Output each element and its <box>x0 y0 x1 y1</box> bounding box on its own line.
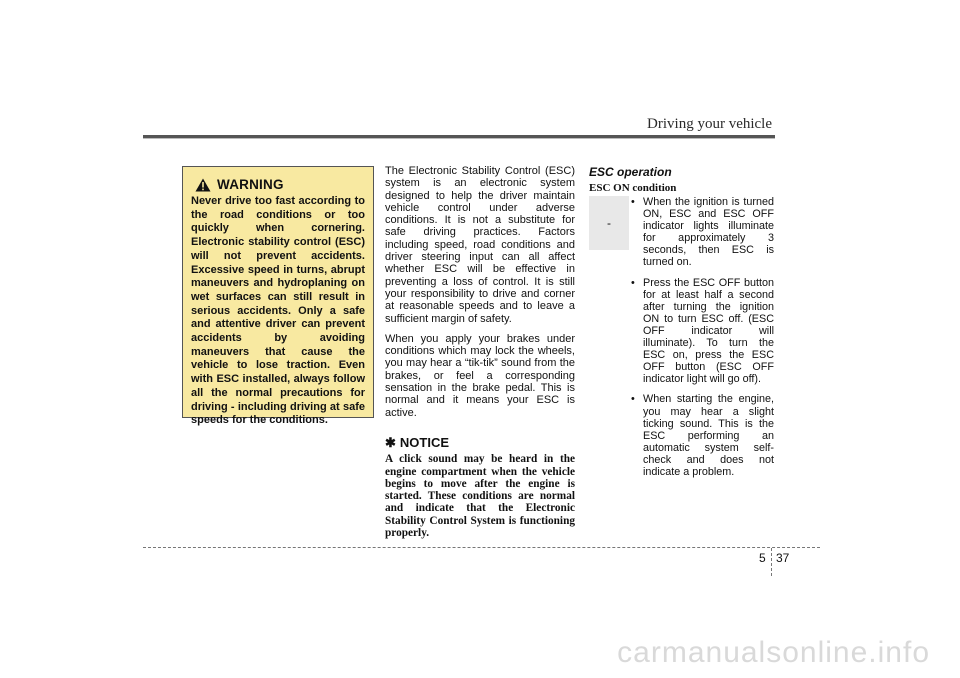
watermark: carmanualsonline.info <box>617 636 930 669</box>
subsection-title: ESC ON condition <box>589 182 677 194</box>
notice-heading <box>385 434 575 450</box>
header-title: Driving your vehicle <box>647 116 772 132</box>
bullet-icon: • <box>631 393 635 406</box>
notice-text: A click sound may be heard in the engine compartment when the vehicle begins to move after the engine is started. These conditions are normal and indicate that the Electronic Stability Control System is functioning properly. <box>385 453 575 540</box>
esc-on-bullet-list <box>631 196 774 486</box>
chapter-number: 5 <box>759 551 766 565</box>
bullet-text: When the ignition is turned ON, ESC and ESC OFF indicator lights illuminate for approximately 3 seconds, then ESC is turned on. <box>643 196 774 269</box>
bullet-text: When starting the engine, you may hear a slight ticking sound. This is the ESC performing an automatic system self-check and does not indicate a problem. <box>643 393 774 478</box>
page-separator <box>771 548 773 576</box>
warning-text: Never drive too fast according to the road conditions or too quickly when cornering. Electronic stability control (ESC) will not prevent accidents. Excessive speed in turns, abrupt maneuvers and hydroplaning on wet surfaces can still result in serious accidents. Only a safe and attentive driver can prevent accidents by avoiding maneuvers that cause the vehicle to lose traction. Even with ESC installed, always follow all the normal precautions for driving - including driving at safe speeds for the conditions. <box>191 195 365 427</box>
header-rule-light <box>143 138 775 139</box>
list-item <box>631 196 774 269</box>
list-item <box>631 277 774 386</box>
esc-description: The Electronic Stability Control (ESC) system is an electronic system designed to help the driver maintain vehicle control under adverse conditions. It is not a substitute for safe driving practices. Factors including speed, road conditions and driver steering input can all affect whether ESC will be effective in preventing a loss of control. It is still your responsibility to drive and corner at reasonable speeds and to leave a sufficient margin of safety. <box>385 165 575 325</box>
bullet-icon: • <box>631 196 635 208</box>
bullet-text: Press the ESC OFF button for at least half a second after turning the ignition ON to turn ESC off. (ESC OFF indicator will illuminate). To turn the ESC on, press the ESC OFF button (ESC OFF indicator light will go off). <box>643 276 774 386</box>
esc-brake-note: When you apply your brakes under conditions which may lock the wheels, you may hear a “tik-tik” sound from the brakes, or feel a corresponding sensation in the brake pedal. This is normal and it means your ESC is active. <box>385 332 575 419</box>
dash-box: - <box>589 196 629 250</box>
middle-column <box>385 165 575 539</box>
warning-title: WARNING <box>217 177 284 192</box>
bullet-icon: • <box>631 276 635 289</box>
notice-star-icon: ✱ <box>385 434 396 450</box>
warning-box <box>182 166 374 427</box>
footer-rule <box>143 547 820 548</box>
warning-header <box>195 177 284 192</box>
section-title: ESC operation <box>589 165 672 179</box>
right-column <box>589 165 774 478</box>
page-number: 37 <box>776 551 790 565</box>
warning-triangle-icon <box>195 178 211 192</box>
list-item <box>631 393 774 478</box>
notice-title: NOTICE <box>399 434 450 450</box>
